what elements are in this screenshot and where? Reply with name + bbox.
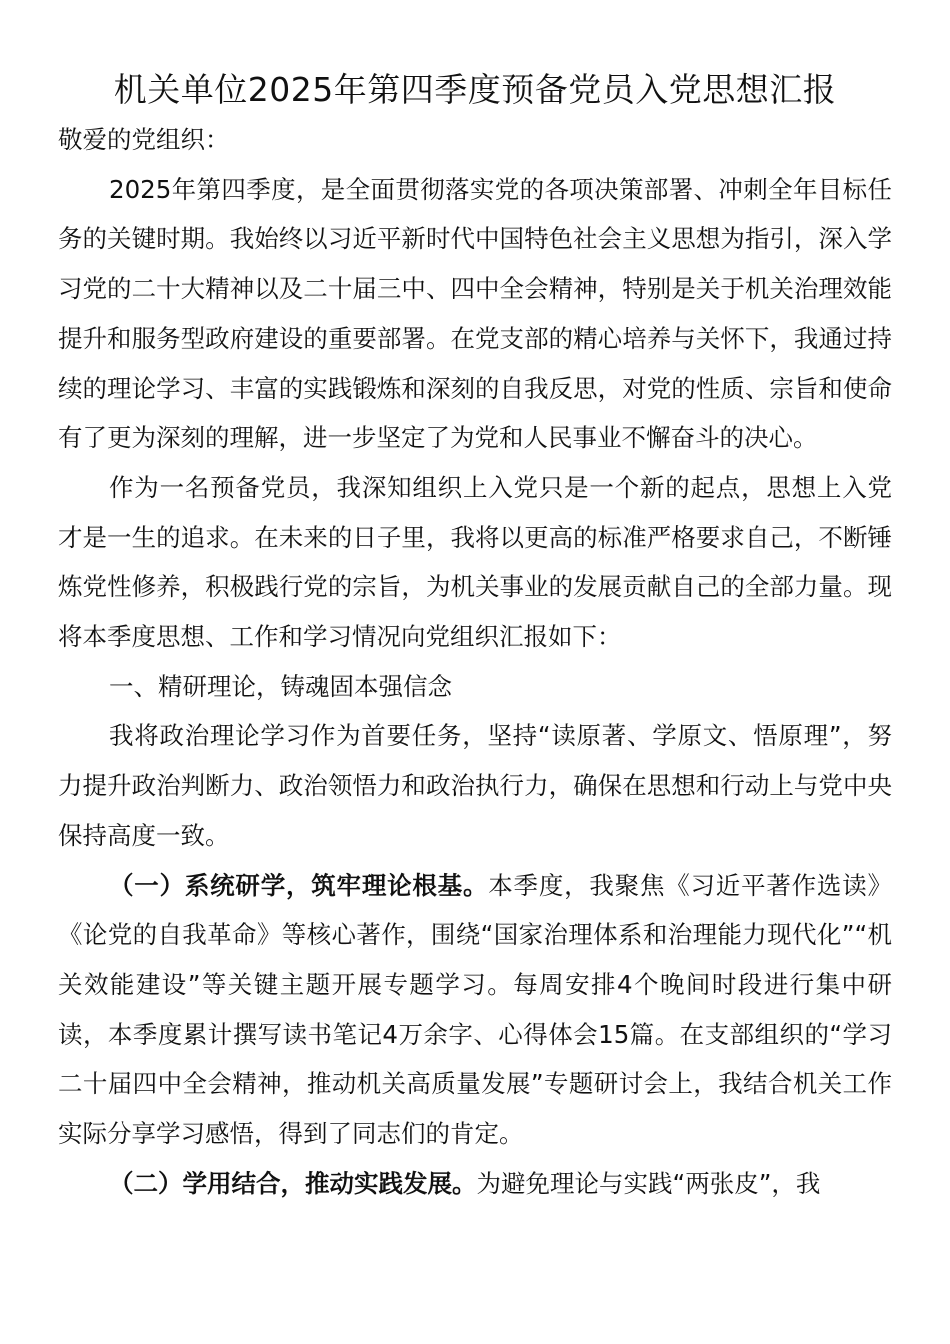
subsection-1-heading: （一）系统研学，筑牢理论根基。: [109, 870, 489, 900]
section-1-heading: 一、精研理论，铸魂固本强信念: [109, 671, 452, 701]
subsection-2-heading: （二）学用结合，推动实践发展。: [109, 1168, 477, 1198]
subsection-2-text: 为避免理论与实践“两张皮”，我: [476, 1168, 821, 1198]
subsection-1: [58, 861, 892, 1159]
paragraph-2: 作为一名预备党员，我深知组织上入党只是一个新的起点，思想上入党才是一生的追求。在未来的日子里，我将以更高的标准严格要求自己，不断锤炼党性修养，积极践行党的宗旨，为机关事业的发展贡献自己的全部力量。现将本季度思想、工作和学习情况向党组织汇报如下：: [58, 472, 892, 652]
paragraph-3: 我将政治理论学习作为首要任务，坚持“读原著、学原文、悟原理”，努力提升政治判断力、政治领悟力和政治执行力，确保在思想和行动上与党中央保持高度一致。: [58, 721, 892, 850]
document-title: 机关单位2025年第四季度预备党员入党思想汇报: [113, 70, 837, 109]
paragraph-1: 2025年第四季度，是全面贯彻落实党的各项决策部署、冲刺全年目标任务的关键时期。我始终以习近平新时代中国特色社会主义思想为指引，深入学习党的二十大精神以及二十届三中、四中全会精神，特别是关于机关治理效能提升和服务型政府建设的重要部署。在党支部的精心培养与关怀下，我通过持续的理论学习、丰富的实践锻炼和深刻的自我反思，对党的性质、宗旨和使命有了更为深刻的理解，进一步坚定了为党和人民事业不懈奋斗的决心。: [58, 174, 892, 453]
greeting: 敬爱的党组织：: [58, 125, 230, 154]
subsection-1-text: 本季度，我聚焦《习近平著作选读》《论党的自我革命》等核心著作，围绕“国家治理体系和治理能力现代化”“机关效能建设”等关键主题开展专题学习。每周安排4个晚间时段进行集中研读，本季度累计撰写读书笔记4万余字、心得体会15篇。在支部组织的“学习二十届四中全会精神，推动机关高质量发展”专题研讨会上，我结合机关工作实际分享学习感悟，得到了同志们的肯定。: [58, 870, 892, 1149]
document-body: [58, 115, 892, 1208]
subsection-2: [58, 1159, 892, 1209]
